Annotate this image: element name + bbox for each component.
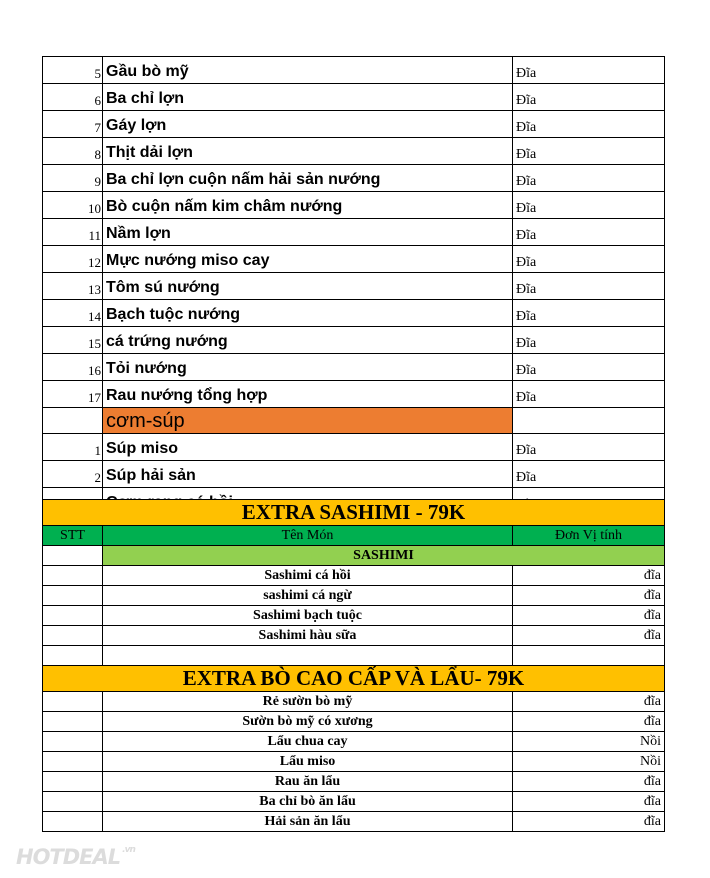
empty-cell <box>43 732 103 752</box>
watermark-suffix: .vn <box>122 845 135 855</box>
dish-unit: Đĩa <box>513 273 665 300</box>
dish-name: Nầm lợn <box>103 219 513 246</box>
dish-name: Hải sản ăn lẩu <box>103 812 513 832</box>
stt-header: STT <box>43 526 103 546</box>
empty-cell <box>43 646 103 666</box>
menu-row <box>43 381 665 408</box>
dish-unit: Đĩa <box>513 192 665 219</box>
beef-item-row <box>43 792 665 812</box>
empty-cell <box>43 626 103 646</box>
menu-row <box>43 354 665 381</box>
dish-unit: đĩa <box>513 586 665 606</box>
dish-name: Rau ăn lẩu <box>103 772 513 792</box>
row-number: 17 <box>43 381 103 408</box>
dish-name: sashimi cá ngừ <box>103 586 513 606</box>
row-number: 12 <box>43 246 103 273</box>
sashimi-item-row <box>43 566 665 586</box>
menu-row <box>43 111 665 138</box>
dish-name: Lẩu miso <box>103 752 513 772</box>
empty-cell <box>43 712 103 732</box>
empty-cell <box>43 606 103 626</box>
dish-unit: đĩa <box>513 692 665 712</box>
row-number: 1 <box>43 434 103 461</box>
dish-unit: Đĩa <box>513 57 665 84</box>
row-number: 16 <box>43 354 103 381</box>
dish-name: Rau nướng tổng hợp <box>103 381 513 408</box>
empty-row <box>43 646 665 666</box>
dish-unit: Đĩa <box>513 327 665 354</box>
empty-cell <box>43 408 103 434</box>
dish-name: Ba chỉ lợn cuộn nấm hải sản nướng <box>103 165 513 192</box>
dish-unit: đĩa <box>513 792 665 812</box>
dish-unit: đĩa <box>513 772 665 792</box>
menu-row <box>43 246 665 273</box>
sashimi-item-row <box>43 586 665 606</box>
row-number: 2 <box>43 461 103 488</box>
dish-name: Gầu bò mỹ <box>103 57 513 84</box>
dish-name: Thịt dải lợn <box>103 138 513 165</box>
dish-name: Súp hải sản <box>103 461 513 488</box>
dish-unit: Đĩa <box>513 354 665 381</box>
beef-title: EXTRA BÒ CAO CẤP VÀ LẨU- 79K <box>43 666 665 692</box>
empty-cell <box>43 752 103 772</box>
beef-item-row <box>43 752 665 772</box>
dish-unit: Đĩa <box>513 111 665 138</box>
empty-cell <box>513 408 665 434</box>
row-number: 11 <box>43 219 103 246</box>
sashimi-item-row <box>43 626 665 646</box>
dish-name: Rẻ sườn bò mỹ <box>103 692 513 712</box>
empty-cell <box>43 546 103 566</box>
row-number: 13 <box>43 273 103 300</box>
name-header: Tên Món <box>103 526 513 546</box>
dish-unit: Đĩa <box>513 246 665 273</box>
dish-unit: Đĩa <box>513 138 665 165</box>
dish-name: Sashimi cá hồi <box>103 566 513 586</box>
column-header-row <box>43 526 665 546</box>
section-row <box>43 408 665 434</box>
dish-name: Tỏi nướng <box>103 354 513 381</box>
dish-unit: đĩa <box>513 606 665 626</box>
empty-cell <box>43 586 103 606</box>
sashimi-subheader: SASHIMI <box>103 546 665 566</box>
section-label: cơm-súp <box>103 408 513 434</box>
dish-name: Gáy lợn <box>103 111 513 138</box>
menu-table-extra <box>42 499 665 832</box>
dish-unit: Đĩa <box>513 300 665 327</box>
empty-cell <box>43 792 103 812</box>
row-number: 7 <box>43 111 103 138</box>
dish-unit: đĩa <box>513 812 665 832</box>
row-number: 14 <box>43 300 103 327</box>
dish-unit: Đĩa <box>513 84 665 111</box>
beef-item-row <box>43 812 665 832</box>
dish-name: Sashimi bạch tuộc <box>103 606 513 626</box>
dish-name: Súp miso <box>103 434 513 461</box>
menu-row <box>43 461 665 488</box>
dish-unit: Đĩa <box>513 219 665 246</box>
menu-row <box>43 138 665 165</box>
menu-row <box>43 165 665 192</box>
hotdeal-watermark <box>16 845 135 869</box>
menu-row <box>43 300 665 327</box>
beef-item-row <box>43 692 665 712</box>
empty-cell <box>43 772 103 792</box>
dish-unit: đĩa <box>513 566 665 586</box>
beef-item-row <box>43 732 665 752</box>
dish-unit: Đĩa <box>513 434 665 461</box>
sashimi-item-row <box>43 606 665 626</box>
dish-name: Lẩu chua cay <box>103 732 513 752</box>
row-number: 5 <box>43 57 103 84</box>
beef-item-row <box>43 772 665 792</box>
dish-name: Ba chỉ bò ăn lẩu <box>103 792 513 812</box>
menu-row <box>43 434 665 461</box>
watermark-text: HOTDEAL <box>16 845 121 869</box>
menu-row <box>43 273 665 300</box>
dish-unit: đĩa <box>513 626 665 646</box>
empty-cell <box>103 646 513 666</box>
sashimi-title: EXTRA SASHIMI - 79K <box>43 500 665 526</box>
unit-header: Đơn Vị tính <box>513 526 665 546</box>
dish-unit: Nồi <box>513 752 665 772</box>
dish-name: Sashimi hàu sữa <box>103 626 513 646</box>
menu-table-top <box>42 56 665 515</box>
dish-name: Sườn bò mỹ có xương <box>103 712 513 732</box>
dish-unit: đĩa <box>513 712 665 732</box>
dish-name: Bò cuộn nấm kim châm nướng <box>103 192 513 219</box>
beef-title-row <box>43 666 665 692</box>
dish-name: cá trứng nướng <box>103 327 513 354</box>
empty-cell <box>513 646 665 666</box>
dish-unit: Nồi <box>513 732 665 752</box>
sashimi-subheader-row <box>43 546 665 566</box>
empty-cell <box>43 566 103 586</box>
menu-row <box>43 57 665 84</box>
menu-row <box>43 84 665 111</box>
empty-cell <box>43 812 103 832</box>
dish-name: Bạch tuộc nướng <box>103 300 513 327</box>
menu-row <box>43 327 665 354</box>
dish-unit: Đĩa <box>513 381 665 408</box>
dish-unit: Đĩa <box>513 165 665 192</box>
beef-item-row <box>43 712 665 732</box>
row-number: 6 <box>43 84 103 111</box>
empty-cell <box>43 692 103 712</box>
row-number: 15 <box>43 327 103 354</box>
dish-name: Tôm sú nướng <box>103 273 513 300</box>
row-number: 10 <box>43 192 103 219</box>
row-number: 8 <box>43 138 103 165</box>
row-number: 9 <box>43 165 103 192</box>
sashimi-title-row <box>43 500 665 526</box>
menu-row <box>43 192 665 219</box>
menu-row <box>43 219 665 246</box>
dish-name: Ba chỉ lợn <box>103 84 513 111</box>
dish-unit: Đĩa <box>513 461 665 488</box>
dish-name: Mực nướng miso cay <box>103 246 513 273</box>
